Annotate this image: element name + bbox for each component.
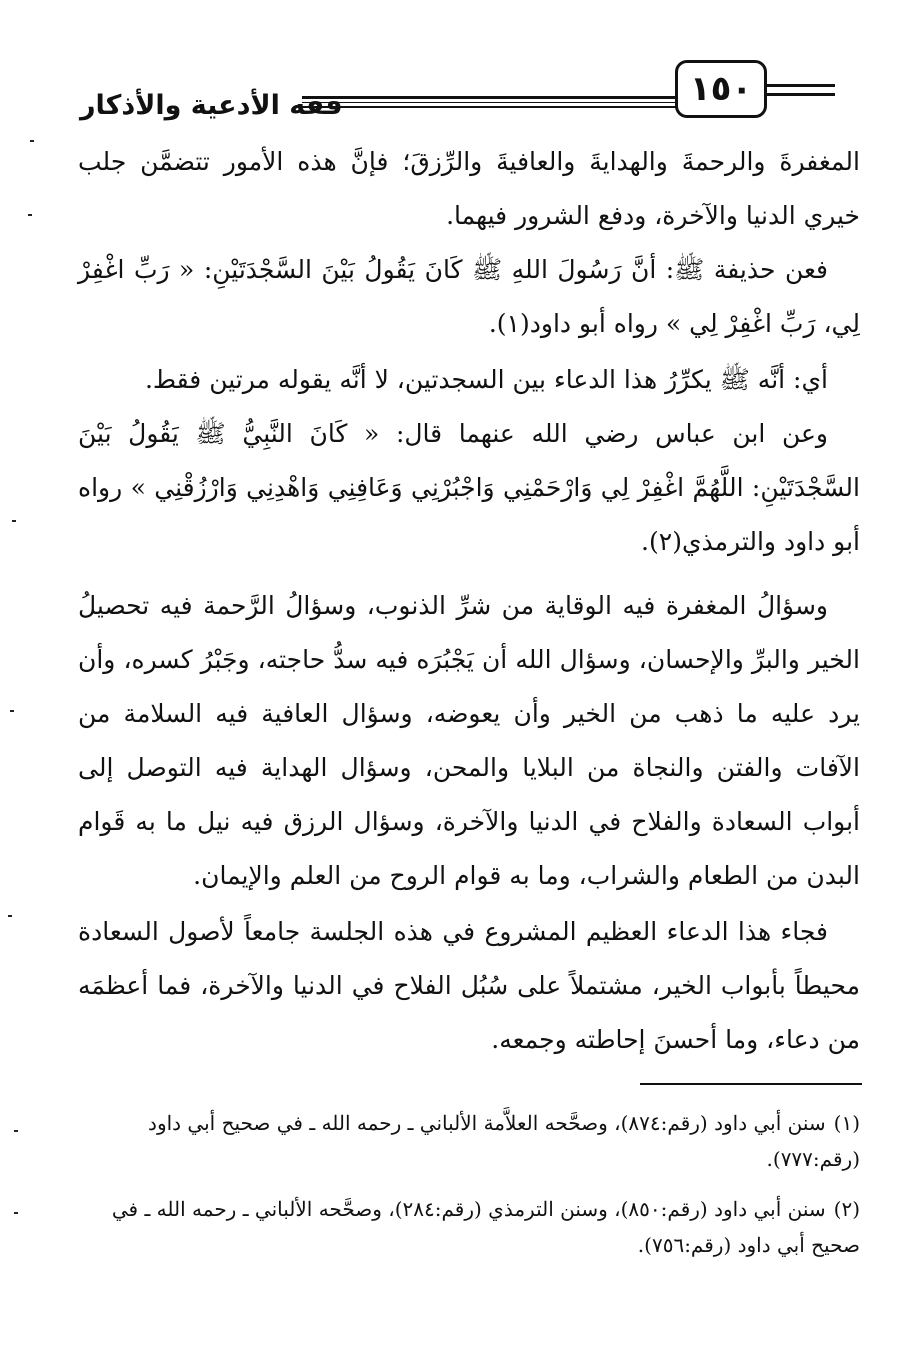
- header-rule-short: [767, 84, 835, 96]
- footnotes: [100, 1105, 860, 1277]
- scan-speck: [14, 1130, 18, 1132]
- paragraph: أي: أنَّه ﷺ يكرِّرُ هذا الدعاء بين السجدتين، لا أنَّه يقوله مرتين فقط.: [144, 365, 828, 394]
- footnote-number: (٢): [833, 1197, 860, 1221]
- footnote: [100, 1191, 860, 1263]
- footnote-number: (١): [833, 1111, 860, 1135]
- footnote-text: سنن أبي داود (رقم:٨٧٤)، وصحَّحه العلاَّمة الألباني ـ رحمه الله ـ في صحيح أبي داود (رقم:٧٧٧).: [148, 1111, 860, 1171]
- scan-speck: [28, 214, 32, 216]
- footnote-text: سنن أبي داود (رقم:٨٥٠)، وسنن الترمذي (رقم:٢٨٤)، وصحَّحه الألباني ـ رحمه الله ـ في صحيح أبي داود (رقم:٧٥٦).: [111, 1197, 860, 1257]
- footnote-separator: [640, 1083, 862, 1085]
- scan-speck: [30, 140, 34, 142]
- scan-speck: [10, 710, 14, 712]
- paragraph: فجاء هذا الدعاء العظيم المشروع في هذه الجلسة جامعاً لأصول السعادة محيطاً بأبواب الخير، مشتملاً على سُبُل الفلاح في الدنيا والآخرة، فما أعظمَه من دعاء، وما أحسنَ إحاطته وجمعه.: [78, 917, 860, 1054]
- scan-speck: [12, 520, 16, 522]
- scan-speck: [14, 1212, 18, 1214]
- page-header: [70, 52, 840, 122]
- main-text: [78, 135, 860, 1067]
- paragraph: وسؤالُ المغفرة فيه الوقاية من شرِّ الذنوب، وسؤالُ الرَّحمة فيه تحصيلُ الخير والبرِّ والإحسان، وسؤال الله أن يَجْبُرَه فيه سدُّ حاجته، وجَبْرُ كسره، وأن يرد عليه ما ذهب من الخير وأن يعوضه، وسؤال العافية فيه السلامة من الآفات والفتن والنجاة من البلايا والمحن، وسؤال الهداية فيه التوصل إلى أبواب السعادة والفلاح في الدنيا والآخرة، وسؤال الرزق فيه نيل ما به قَوام البدن من الطعام والشراب، وما به قوام الروح من العلم والإيمان.: [78, 591, 860, 890]
- paragraph: وعن ابن عباس رضي الله عنهما قال: « كَانَ النَّبِيُّ ﷺ يَقُولُ بَيْنَ السَّجْدَتَيْنِ: اللَّهُمَّ اغْفِرْ لِي وَارْحَمْنِي وَاجْبُرْنِي وَعَافِنِي وَاهْدِنِي وَارْزُقْنِي » رواه أبو داود والترمذي(٢).: [78, 419, 860, 556]
- paragraph: فعن حذيفة ﷺ: أنَّ رَسُولَ اللهِ ﷺ كَانَ يَقُولُ بَيْنَ السَّجْدَتَيْنِ: « رَبِّ اغْفِرْ لِي، رَبِّ اغْفِرْ لِي » رواه أبو داود(١).: [78, 255, 860, 338]
- book-title: فقه الأدعية والأذكار: [80, 90, 343, 121]
- header-rule: [302, 96, 680, 108]
- footnote: [100, 1105, 860, 1177]
- scan-speck: [8, 915, 12, 917]
- page-number: ١٥٠: [675, 60, 767, 118]
- paragraph: المغفرةَ والرحمةَ والهدايةَ والعافيةَ والرِّزقَ؛ فإنَّ هذه الأمور تتضمَّن جلب خيري الدنيا والآخرة، ودفع الشرور فيهما.: [78, 147, 860, 230]
